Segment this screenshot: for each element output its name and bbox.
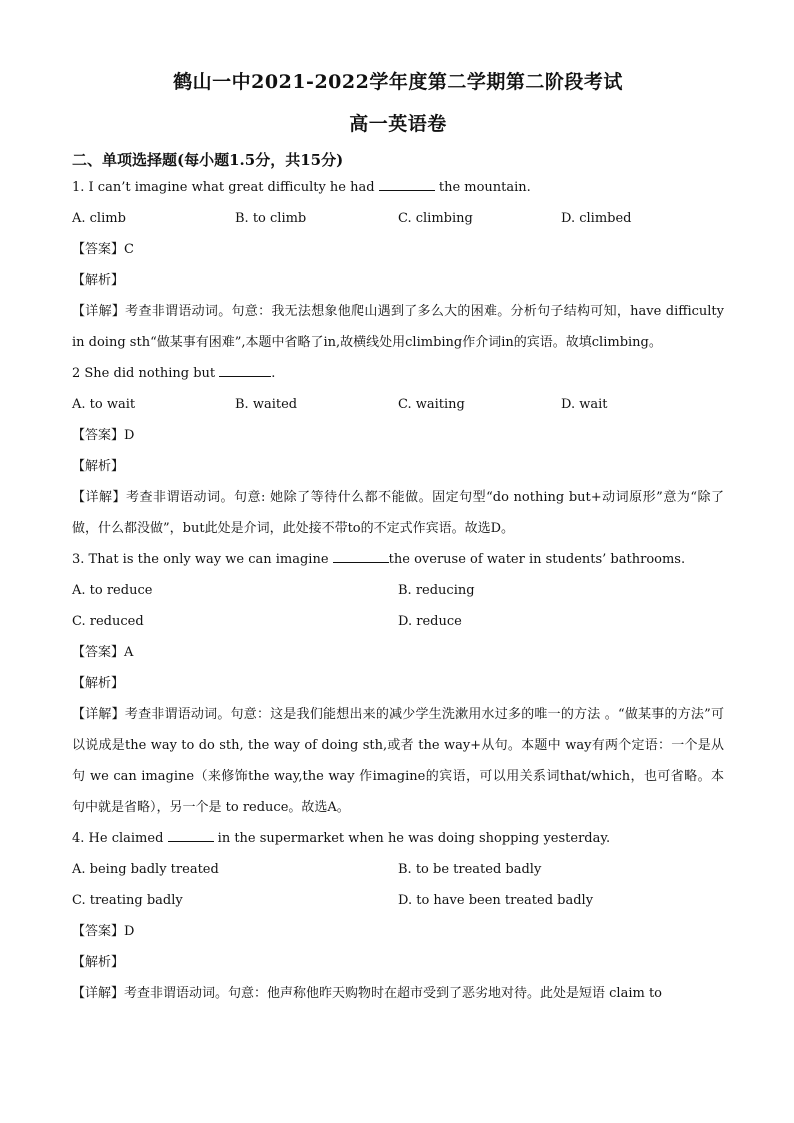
option-a: A. climb xyxy=(72,211,126,226)
question-2-options xyxy=(72,389,724,420)
question-1-detail: 【详解】考查非谓语动词。句意：我无法想象他爬山遇到了多么大的困难。分析句子结构可知，have difficulty in doing sth“做某事有困难”,本题中省略了in,故横线处用climbing作介词in的宾语。故填climbing。 xyxy=(72,304,724,350)
question-4-stem: 4. He claimed in the supermarket when he was doing shopping yesterday. xyxy=(72,823,724,854)
question-2-detail: 【详解】考查非谓语动词。句意: 她除了等待什么都不能做。固定句型“do nothing but+动词原形”意为“除了做，什么都没做”，but此处是介词，此处接不带to的不定式作宾语。故选D。 xyxy=(72,490,724,536)
question-3-detail: 【详解】考查非谓语动词。句意：这是我们能想出来的减少学生洗漱用水过多的唯一的方法 。“做某事的方法”可以说成是the way to do sth, the way of doing sth,或者 the way+从句。本题中 way有两个定语：一个是从句 we can imagine（来修饰the way,the way 作imagine的宾语，可以用关系词that/which，也可省略。本句中就是省略），另一个是 to reduce。故选A。 xyxy=(72,707,724,815)
option-d: D. climbed xyxy=(561,211,632,226)
section-title: 二、单项选择题(每小题1.5分，共15分) xyxy=(72,151,344,169)
option-c: C. waiting xyxy=(398,397,465,412)
question-3-options-row-1 xyxy=(72,575,724,606)
question-2-analysis-label: 【解析】 xyxy=(72,459,125,474)
question-4-answer: 【答案】D xyxy=(72,924,135,939)
option-a: A. to wait xyxy=(72,397,136,412)
answer-blank xyxy=(168,827,214,842)
exam-subtitle: 高一英语卷 xyxy=(349,113,447,135)
option-b: B. reducing xyxy=(398,583,475,598)
option-b: B. waited xyxy=(235,397,298,412)
question-3-options-row-2 xyxy=(72,606,724,637)
question-4-options-row-1 xyxy=(72,854,724,885)
option-a: A. to reduce xyxy=(72,583,153,598)
question-4-analysis-label: 【解析】 xyxy=(72,955,125,970)
answer-blank xyxy=(379,176,435,191)
question-2-answer: 【答案】D xyxy=(72,428,135,443)
answer-blank xyxy=(219,362,271,377)
option-c: C. climbing xyxy=(398,211,473,226)
question-3-analysis-label: 【解析】 xyxy=(72,676,125,691)
question-4-options-row-2 xyxy=(72,885,724,916)
question-1-stem: 1. I can’t imagine what great difficulty he had the mountain. xyxy=(72,172,724,203)
document-page xyxy=(72,62,724,1009)
question-1-answer: 【答案】C xyxy=(72,242,134,257)
option-d: D. to have been treated badly xyxy=(398,893,594,908)
option-b: B. to be treated badly xyxy=(398,862,542,877)
option-a: A. being badly treated xyxy=(72,862,219,877)
question-1-options xyxy=(72,203,724,234)
answer-blank xyxy=(333,548,389,563)
option-c: C. reduced xyxy=(72,614,144,629)
exam-title: 鹤山一中2021-2022学年度第二学期第二阶段考试 xyxy=(173,71,623,93)
option-b: B. to climb xyxy=(235,211,307,226)
question-1-analysis-label: 【解析】 xyxy=(72,273,125,288)
question-3-stem: 3. That is the only way we can imagine the overuse of water in students’ bathrooms. xyxy=(72,544,724,575)
question-4-detail: 【详解】考查非谓语动词。句意：他声称他昨天购物时在超市受到了恶劣地对待。此处是短语 claim to xyxy=(72,986,663,1001)
question-2-stem: 2 She did nothing but . xyxy=(72,358,724,389)
option-c: C. treating badly xyxy=(72,893,183,908)
option-d: D. wait xyxy=(561,397,608,412)
question-3-answer: 【答案】A xyxy=(72,645,134,660)
option-d: D. reduce xyxy=(398,614,462,629)
